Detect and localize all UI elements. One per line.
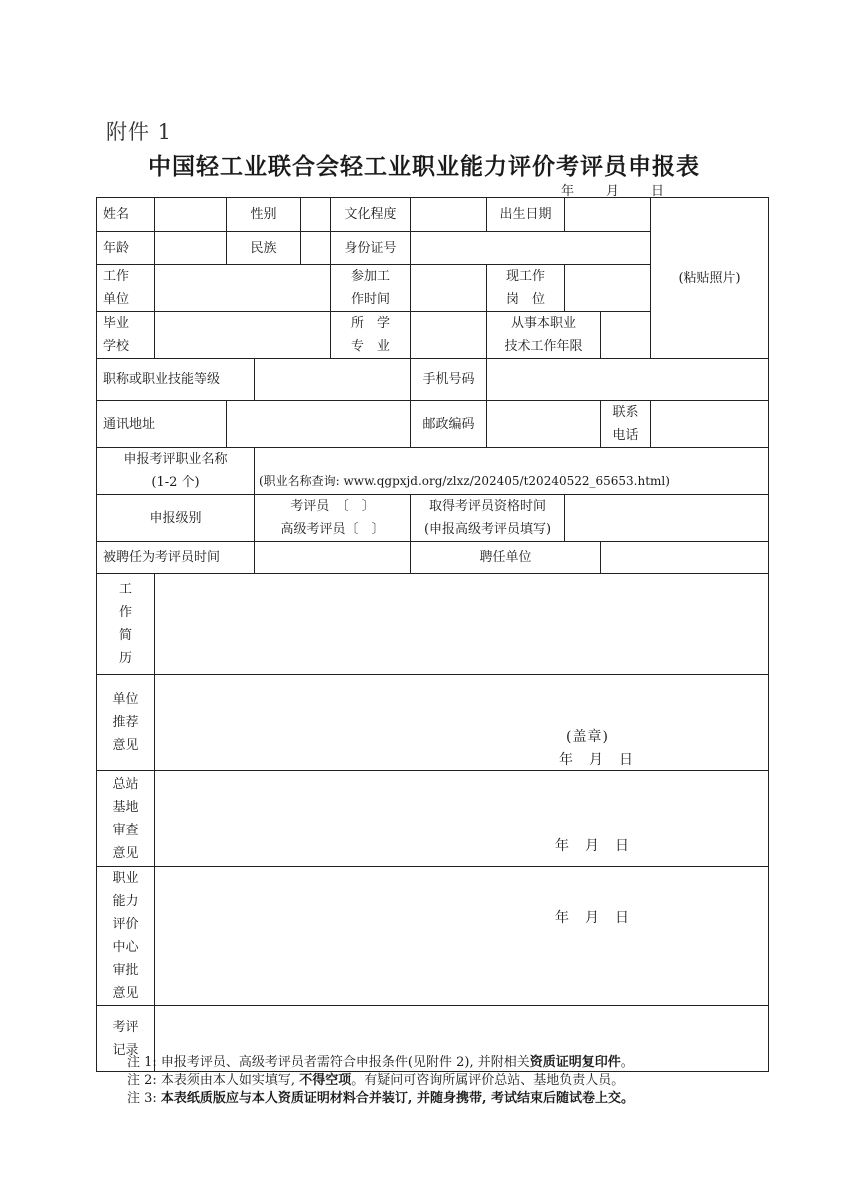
label-apply-occupation: 申报考评职业名称 (1-2 个) xyxy=(97,448,255,495)
field-apply-occupation[interactable] xyxy=(255,448,769,495)
field-qualification-time[interactable] xyxy=(565,495,769,542)
notes xyxy=(127,1054,634,1108)
label-age: 年龄 xyxy=(97,232,155,265)
photo-area[interactable]: (粘贴照片) xyxy=(651,198,769,359)
label-work-resume: 工 作 简 历 xyxy=(97,574,155,675)
header-date-day: 日 xyxy=(651,184,665,199)
label-phone: 联系电话 xyxy=(601,401,651,448)
field-gender[interactable] xyxy=(301,198,331,232)
header-date-year: 年 xyxy=(561,184,575,199)
label-name: 姓名 xyxy=(97,198,155,232)
label-major: 所 学 专 业 xyxy=(331,312,411,359)
field-ethnicity[interactable] xyxy=(301,232,331,265)
field-education[interactable] xyxy=(411,198,487,232)
field-unit-opinion[interactable] xyxy=(155,675,769,771)
option-examiner[interactable]: 考评员 〔 〕 xyxy=(290,499,375,514)
label-title-level: 职称或职业技能等级 xyxy=(97,359,255,401)
field-mobile[interactable] xyxy=(487,359,769,401)
application-form-table xyxy=(96,197,769,1072)
label-current-post: 现工作 岗 位 xyxy=(487,265,565,312)
field-address[interactable] xyxy=(227,401,411,448)
label-station-review: 总站 基地 审查 意见 xyxy=(97,771,155,867)
occupation-query-note: (职业名称查询: www.qgpxjd.org/zlxz/202405/t20240522_65653.html) xyxy=(259,474,670,488)
field-name[interactable] xyxy=(155,198,227,232)
field-age[interactable] xyxy=(155,232,227,265)
field-years-tech[interactable] xyxy=(601,312,651,359)
annex-label: 附件 1 xyxy=(106,120,173,144)
note-3: 注 3: 本表纸质版应与本人资质证明材料合并装订, 并随身携带, 考试结束后随试卷上交。 xyxy=(127,1091,635,1106)
field-current-post[interactable] xyxy=(565,265,651,312)
field-id-number[interactable] xyxy=(411,232,651,265)
field-grad-school[interactable] xyxy=(155,312,331,359)
field-join-work-time[interactable] xyxy=(411,265,487,312)
field-phone[interactable] xyxy=(651,401,769,448)
field-work-unit[interactable] xyxy=(155,265,331,312)
center-approval-date: 年 月 日 xyxy=(555,910,630,926)
label-join-work-time: 参加工 作时间 xyxy=(331,265,411,312)
label-center-approval: 职业 能力 评价 中心 审批 意见 xyxy=(97,867,155,1006)
field-hired-time[interactable] xyxy=(255,542,411,574)
label-qualification-time: 取得考评员资格时间 (申报高级考评员填写) xyxy=(411,495,565,542)
label-education: 文化程度 xyxy=(331,198,411,232)
unit-opinion-seal: (盖章) xyxy=(566,729,609,745)
field-postcode[interactable] xyxy=(487,401,601,448)
field-major[interactable] xyxy=(411,312,487,359)
field-birth-date[interactable] xyxy=(565,198,651,232)
unit-opinion-date: 年 月 日 xyxy=(555,749,638,769)
field-hiring-unit[interactable] xyxy=(601,542,769,574)
field-title-level[interactable] xyxy=(255,359,411,401)
label-hired-time: 被聘任为考评员时间 xyxy=(97,542,255,574)
field-apply-level[interactable] xyxy=(255,495,411,542)
label-address: 通讯地址 xyxy=(97,401,227,448)
label-gender: 性别 xyxy=(227,198,301,232)
label-apply-level: 申报级别 xyxy=(97,495,255,542)
station-review-date: 年 月 日 xyxy=(555,838,630,854)
form-title: 中国轻工业联合会轻工业职业能力评价考评员申报表 xyxy=(148,154,700,180)
field-center-approval[interactable] xyxy=(155,867,769,1006)
label-work-unit: 工作 单位 xyxy=(97,265,155,312)
label-grad-school: 毕业 学校 xyxy=(97,312,155,359)
label-birth-date: 出生日期 xyxy=(487,198,565,232)
field-station-review[interactable] xyxy=(155,771,769,867)
option-senior-examiner[interactable]: 高级考评员〔 〕 xyxy=(280,522,385,537)
note-1: 注 1: 申报考评员、高级考评员者需符合申报条件(见附件 2), 并附相关资质证明复印件。 xyxy=(127,1055,634,1070)
label-mobile: 手机号码 xyxy=(411,359,487,401)
label-postcode: 邮政编码 xyxy=(411,401,487,448)
note-2: 注 2: 本表须由本人如实填写, 不得空项。有疑问可咨询所属评价总站、基地负责人员。 xyxy=(127,1073,625,1088)
label-years-tech: 从事本职业 技术工作年限 xyxy=(487,312,601,359)
field-work-resume[interactable] xyxy=(155,574,769,675)
label-ethnicity: 民族 xyxy=(227,232,301,265)
label-exam-record: 考评 记录 xyxy=(97,1006,155,1072)
label-hiring-unit: 聘任单位 xyxy=(411,542,601,574)
label-unit-opinion: 单位 推荐 意见 xyxy=(97,675,155,771)
label-id-number: 身份证号 xyxy=(331,232,411,265)
header-date-month: 月 xyxy=(606,184,620,199)
